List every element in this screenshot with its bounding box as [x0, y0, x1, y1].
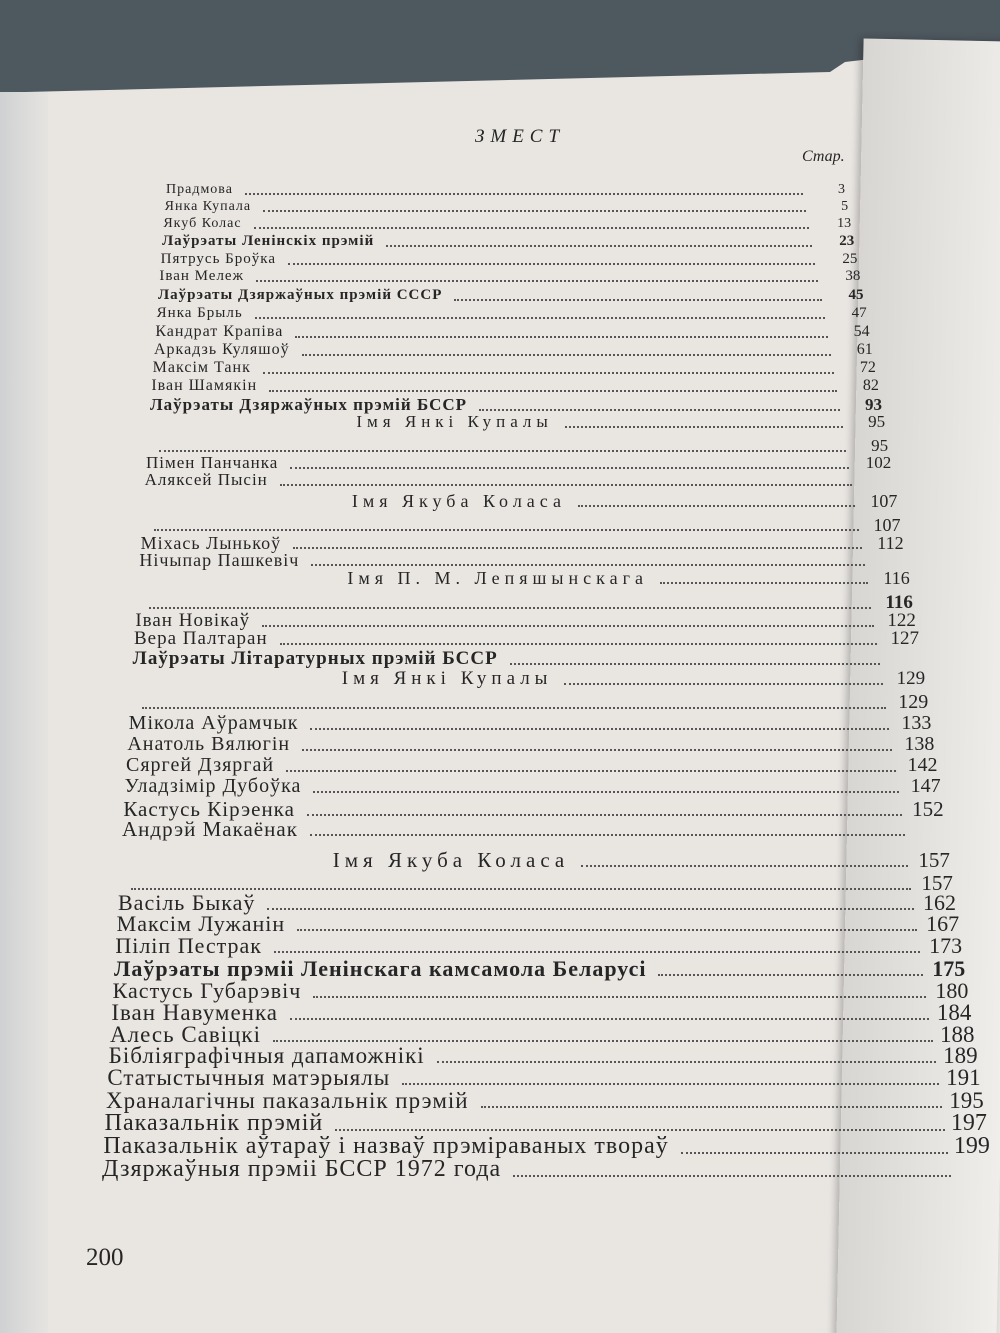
dot-leader	[254, 227, 810, 229]
toc-entry	[151, 377, 257, 395]
toc-entry-label: Бібліяграфічныя дапаможнікі	[108, 1043, 425, 1068]
toc-entry-page: 138	[904, 733, 935, 755]
toc-entry-label: Іван Новікаў	[135, 610, 251, 631]
toc-entry-label: Храналагічны паказальнік прэмій	[106, 1088, 469, 1113]
toc-entry-page: 116	[885, 592, 913, 613]
toc-entry-page: 72	[859, 359, 876, 376]
dot-leader	[581, 865, 908, 867]
toc-entry-page: 45	[848, 287, 864, 303]
toc-entry	[166, 182, 233, 198]
dot-leader	[302, 749, 892, 751]
toc-entry	[153, 359, 251, 377]
dot-leader	[302, 354, 831, 356]
toc-entry-page: 38	[845, 268, 861, 284]
page-title: ЗМЕСТ	[474, 126, 566, 147]
toc-entry-label: Лаўрэаты Ленінскіх прэмій	[162, 233, 375, 249]
toc-entry-page: 61	[856, 341, 873, 358]
toc-entry-label: Іван Навуменка	[111, 1000, 279, 1025]
toc-entry	[127, 733, 290, 756]
dot-leader	[154, 529, 859, 531]
dot-leader	[481, 1106, 942, 1108]
toc-entry	[159, 268, 244, 285]
dot-leader	[307, 814, 902, 816]
dot-leader	[290, 467, 849, 469]
toc-entry-label: Аляксей Пысін	[144, 470, 268, 489]
toc-entry-label: Кастусь Кірэенка	[123, 797, 295, 821]
dot-leader	[311, 564, 864, 566]
toc-entry-label: Максім Танк	[152, 359, 251, 376]
dot-leader	[658, 974, 923, 976]
toc-entry-page: 157	[918, 848, 950, 872]
page-column-header: Стар.	[802, 148, 845, 165]
toc-entry-page: 5	[841, 199, 849, 214]
dot-leader	[245, 193, 803, 195]
toc-entry-label: Янка Купала	[164, 199, 252, 214]
toc-entry-page: 199	[953, 1133, 990, 1159]
toc-entry-label: Пятрусь Броўка	[160, 251, 277, 267]
toc-entry-page: 133	[901, 712, 932, 734]
dot-leader	[295, 336, 827, 338]
toc-entry-page: 107	[870, 491, 898, 511]
page-number: 200	[86, 1244, 124, 1271]
toc-entry-page: 175	[932, 956, 966, 981]
dot-leader	[310, 834, 905, 836]
toc-entry-label: Лаўрэаты Літаратурных прэмій БССР	[132, 648, 498, 669]
dot-leader	[293, 547, 861, 549]
toc-entry	[133, 648, 498, 670]
dot-leader	[313, 996, 926, 998]
toc-entry-label: Дзяржаўныя прэміі БССР 1972 года	[102, 1156, 502, 1182]
dot-leader	[262, 625, 874, 627]
toc-entry-page: 95	[871, 436, 889, 455]
toc-entry-page: 147	[910, 775, 941, 797]
toc-entry-page: 54	[853, 323, 870, 340]
toc-entry-label: Імя Янкі Купалы	[341, 668, 553, 689]
toc-entry	[122, 817, 298, 842]
dot-leader	[159, 450, 846, 452]
dot-leader	[280, 643, 877, 645]
dot-leader	[313, 791, 898, 793]
toc-entry-label: Васіль Быкаў	[118, 890, 256, 915]
toc-entry-page: 102	[865, 453, 892, 472]
toc-entry-label: Іван Мележ	[159, 268, 244, 284]
toc-entry-label: Прадмова	[166, 182, 233, 197]
toc-entry-label: Якуб Колас	[163, 216, 242, 231]
dot-leader	[142, 707, 886, 709]
dot-leader	[286, 770, 895, 772]
dot-leader	[437, 1061, 936, 1063]
dot-leader	[269, 390, 837, 392]
toc-entry-page: 173	[929, 933, 963, 958]
dot-leader	[564, 683, 883, 685]
dot-leader	[660, 582, 868, 584]
toc-entry-label: Імя Якуба Коласа	[351, 491, 566, 511]
toc-entry-page: 157	[921, 871, 953, 895]
toc-entry-page: 107	[873, 515, 901, 535]
toc-entry-page: 95	[868, 412, 886, 431]
toc-entry-page: 162	[923, 890, 956, 915]
dot-leader	[290, 1018, 929, 1020]
dot-leader	[280, 484, 853, 486]
toc-entry-label: Аркадзь Куляшоў	[154, 341, 290, 358]
toc-entry-label: Статыстычныя матэрыялы	[107, 1065, 391, 1090]
toc-entry-page: 127	[890, 628, 919, 649]
dot-leader	[297, 929, 917, 931]
toc-entry-label: Анатоль Вялюгін	[127, 733, 291, 755]
toc-entry	[347, 568, 648, 589]
toc-entry-page: 142	[907, 754, 938, 776]
dot-leader	[454, 299, 821, 301]
dot-leader	[263, 372, 834, 374]
toc-entry-label: Міхась Лынькоў	[140, 533, 282, 553]
toc-entry-label: Пімен Панчанка	[146, 453, 279, 472]
toc-entry	[125, 775, 302, 798]
toc-entry	[342, 668, 553, 690]
dot-leader	[335, 1129, 945, 1131]
toc-entry-page: 116	[883, 568, 910, 588]
toc-entry-page: 112	[877, 533, 904, 553]
toc-entry	[333, 848, 569, 873]
dot-leader	[681, 1152, 948, 1154]
toc-entry-page: 129	[896, 668, 926, 689]
toc-entry-label: Янка Брыль	[156, 305, 243, 321]
toc-entry-page: 23	[839, 233, 855, 249]
toc-entry	[129, 712, 299, 735]
toc-entry	[162, 233, 374, 250]
toc-entry-label: Мікола Аўрамчык	[128, 712, 299, 734]
toc-entry-page: 195	[949, 1088, 984, 1113]
toc-entry-label: Імя Янкі Купалы	[356, 412, 553, 431]
toc-entry	[155, 323, 283, 341]
toc-entry-page: 47	[851, 305, 867, 321]
toc-entry-label: Лаўрэаты Дзяржаўных прэмій БССР	[150, 395, 468, 414]
dot-leader	[256, 280, 818, 282]
toc-entry	[139, 550, 299, 571]
toc-entry-label: Паказальнік аўтараў і назваў прэміраваных твораў	[103, 1133, 669, 1159]
toc-entry	[126, 754, 274, 777]
toc-entry-page: 188	[940, 1022, 975, 1047]
toc-entry-label: Паказальнік прэмій	[104, 1110, 324, 1136]
toc-entry	[154, 341, 290, 359]
dot-leader	[513, 1175, 951, 1177]
toc-entry-page: 3	[838, 182, 845, 197]
toc-entry-page: 189	[943, 1043, 978, 1068]
toc-entry	[163, 216, 241, 232]
toc-entry	[165, 199, 251, 215]
dot-leader	[288, 263, 815, 265]
toc-entry-label: Вера Палтаран	[134, 628, 268, 649]
dot-leader	[310, 728, 889, 730]
toc-entry	[157, 305, 243, 322]
dot-leader	[402, 1083, 939, 1085]
toc-entry-label: Піліп Пестрак	[115, 933, 262, 958]
toc-entry-page: 191	[946, 1065, 981, 1090]
toc-entry-label: Андрэй Макаёнак	[122, 817, 298, 841]
toc-entry-label: Кастусь Губарэвіч	[112, 978, 302, 1003]
toc-entry-page: 184	[936, 1000, 972, 1025]
dot-leader	[565, 426, 843, 428]
toc-entry	[356, 412, 552, 432]
dot-leader	[479, 409, 840, 411]
toc-entry-label: Лаўрэаты прэміі Ленінскага камсамола Беларусі	[114, 956, 647, 981]
toc-entry-page: 152	[912, 797, 944, 821]
toc-entry-label: Лаўрэаты Дзяржаўных прэмій СССР	[158, 287, 443, 303]
toc-entry-page: 129	[898, 691, 929, 713]
toc-entry	[102, 1156, 501, 1183]
toc-entry-page: 82	[862, 377, 879, 394]
dot-leader	[386, 245, 812, 247]
toc-entry-label: Іван Шамякін	[151, 377, 258, 394]
dot-leader	[263, 210, 806, 212]
toc-entry-label: Алесь Савіцкі	[110, 1022, 261, 1047]
toc-entry	[158, 287, 442, 304]
toc-entry	[352, 491, 566, 512]
toc-entry-label: Сяргей Дзяргай	[126, 754, 275, 776]
toc-entry-label: Імя П. М. Лепяшынскага	[347, 568, 648, 588]
toc-entry	[134, 628, 268, 650]
dot-leader	[510, 663, 880, 665]
toc-entry-label: Імя Якуба Коласа	[332, 848, 570, 872]
toc-entry-label: Максім Лужанін	[116, 911, 286, 936]
dot-leader	[267, 908, 914, 910]
toc-entry-page: 122	[887, 610, 916, 631]
toc-entry-page: 180	[935, 978, 969, 1003]
toc-entry-page: 13	[837, 216, 852, 231]
toc-entry-label: Кандрат Крапіва	[155, 323, 284, 340]
dot-leader	[255, 317, 825, 319]
toc-entry-label: Уладзімір Дубоўка	[124, 775, 302, 797]
dot-leader	[274, 951, 920, 953]
toc-entry-page: 25	[842, 251, 858, 267]
dot-leader	[149, 607, 871, 609]
toc-entry	[145, 470, 268, 490]
toc-entry-page: 93	[865, 395, 882, 414]
toc-entry-label: Нічыпар Пашкевіч	[139, 550, 300, 570]
toc-entry-page: 167	[926, 911, 960, 936]
toc-entry	[161, 251, 276, 268]
toc-entry-page: 197	[950, 1110, 987, 1136]
dot-leader	[578, 505, 855, 507]
